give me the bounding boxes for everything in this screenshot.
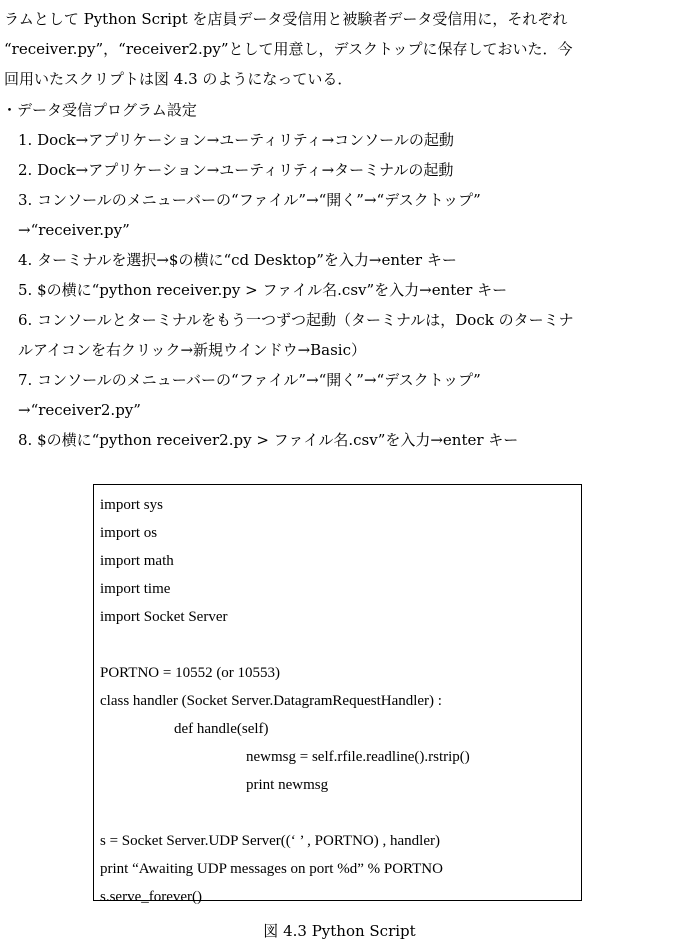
intro-line: “receiver.py”，“receiver2.py”として用意し，デスクトップに保存しておいた．今: [4, 40, 573, 58]
code-line: import Socket Server: [100, 609, 228, 625]
code-line-blank: [100, 631, 575, 659]
step-line: 3. コンソールのメニューバーの“ファイル”→“開く”→“デスクトップ”: [18, 191, 481, 209]
step-line: 4. ターミナルを選択→$の横に“cd Desktop”を入力→enter キー: [18, 251, 457, 269]
code-line: s = Socket Server.UDP Server((‘ ’ , PORTNO) , handler): [100, 833, 440, 849]
setup-steps: [0, 95, 679, 455]
code-line: s.serve_forever(): [100, 889, 203, 905]
step-line: 6. コンソールとターミナルをもう一つずつ起動（ターミナルは，Dock のターミナ: [18, 311, 574, 329]
code-line: def handle(self): [174, 721, 269, 737]
step-line: →“receiver.py”: [18, 221, 130, 239]
code-line: import os: [100, 525, 158, 541]
python-script-listing: [93, 484, 582, 905]
code-line: newmsg = self.rfile.readline().rstrip(): [246, 749, 470, 765]
intro-paragraph: [4, 4, 676, 94]
steps-heading: ・データ受信プログラム設定: [2, 101, 197, 119]
code-line: class handler (Socket Server.DatagramRequestHandler) :: [100, 693, 442, 709]
step-line: 1. Dock→アプリケーション→ユーティリティ→コンソールの起動: [18, 131, 454, 149]
step-line: →“receiver2.py”: [18, 401, 141, 419]
code-line-blank: [100, 799, 575, 827]
code-line: import time: [100, 581, 171, 597]
step-line: ルアイコンを右クリック→新規ウインドウ→Basic）: [18, 341, 367, 359]
intro-line: 回用いたスクリプトは図 4.3 のようになっている．: [4, 70, 353, 88]
step-line: 5. $の横に“python receiver.py > ファイル名.csv”を入力→enter キー: [18, 281, 508, 299]
figure-caption: 図 4.3 Python Script: [263, 922, 416, 940]
step-line: 7. コンソールのメニューバーの“ファイル”→“開く”→“デスクトップ”: [18, 371, 481, 389]
code-line: print “Awaiting UDP messages on port %d” % PORTNO: [100, 861, 443, 877]
code-line: import math: [100, 553, 174, 569]
code-line: PORTNO = 10552 (or 10553): [100, 665, 281, 681]
code-line: print newmsg: [246, 777, 329, 793]
step-line: 2. Dock→アプリケーション→ユーティリティ→ターミナルの起動: [18, 161, 454, 179]
code-line: import sys: [100, 497, 163, 513]
step-line: 8. $の横に“python receiver2.py > ファイル名.csv”を入力→enter キー: [18, 431, 519, 449]
intro-line: ラムとして Python Script を店員データ受信用と被験者データ受信用に，それぞれ: [4, 10, 568, 28]
